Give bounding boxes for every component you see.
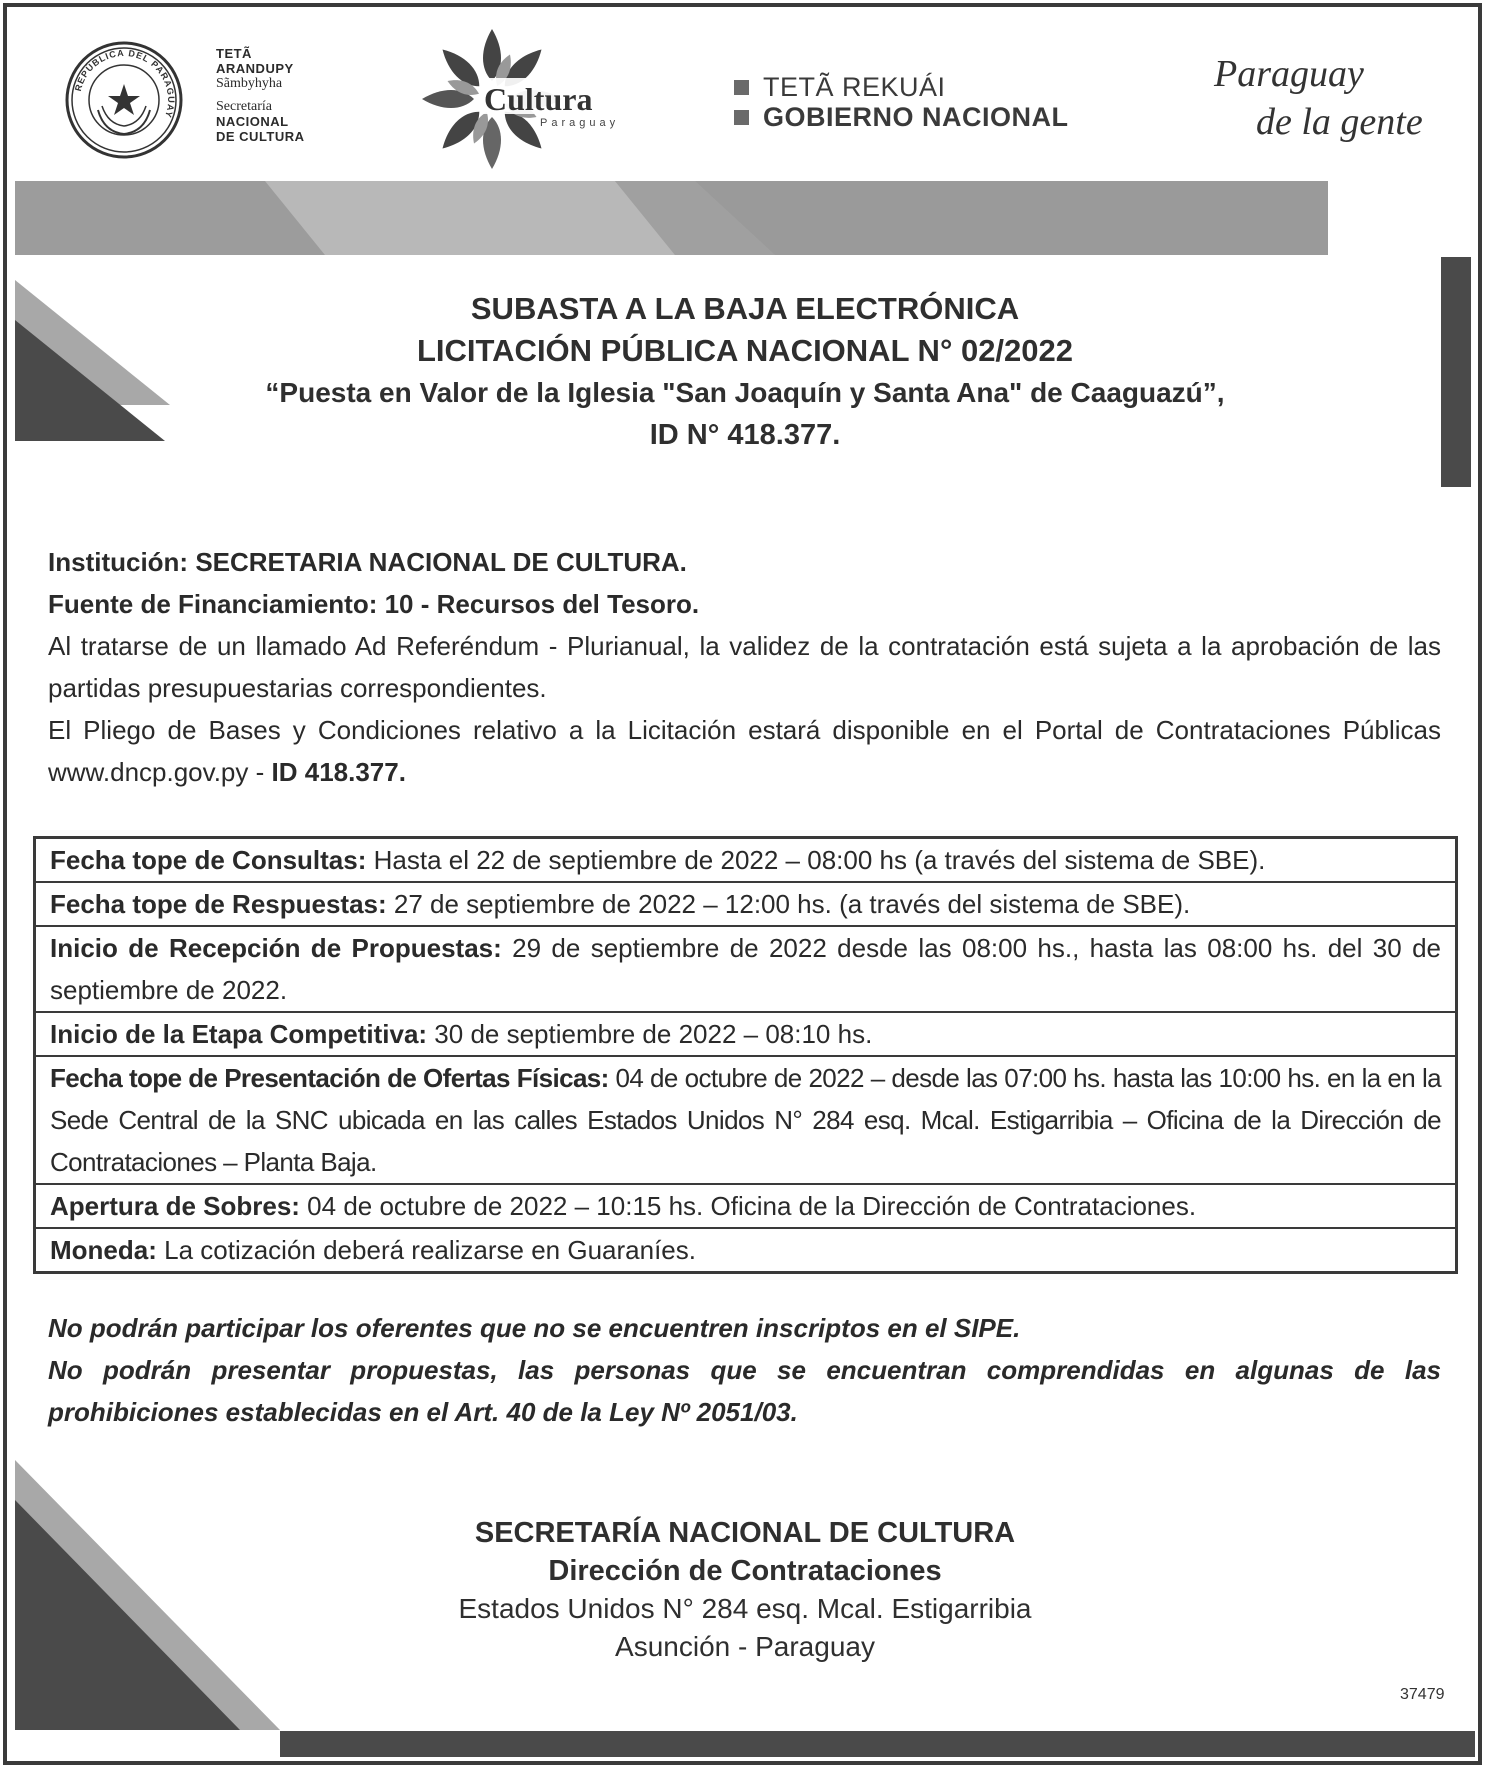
row-text: 30 de septiembre de 2022 – 08:10 hs. [427,1019,873,1049]
square-bullet-icon [734,110,749,125]
table-row [36,1227,1455,1271]
row-text: 29 de septiembre de 2022 desde las 08:00 hs., hasta las 08:00 hs. del 30 de septiembre de 2022. [50,933,1441,1005]
seal-org-line: NACIONAL [216,114,289,129]
title-line-4: ID N° 418.377. [649,419,841,451]
table-row [36,1183,1455,1227]
national-seal-icon [64,40,184,160]
gobierno-nacional-logo [734,72,1069,132]
seal-org-line: Secretaría [216,99,272,114]
row-label: Apertura de Sobres: [50,1191,300,1221]
table-row [36,881,1455,925]
row-text: 27 de septiembre de 2022 – 12:00 hs. (a través del sistema de SBE). [386,889,1191,919]
seal-org-line: Sãmbyhyha [216,76,283,91]
institucion-line: Institución: SECRETARIA NACIONAL DE CULTURA. [48,547,687,577]
row-text: La cotización deberá realizarse en Guaraníes. [156,1235,696,1265]
row-text: 04 de octubre de 2022 – desde las 07:00 hs. hasta las 10:00 hs. en la en la Sede Central de la SNC ubicada en las calles Estados Unidos N° 284 esq. Mcal. Estigarribia – Oficina de la Dirección de Contrataciones – Planta Baja. [50,1063,1441,1177]
signature-line-1: SECRETARÍA NACIONAL DE CULTURA [474,1517,1016,1549]
bottom-decorative-bar [280,1731,1475,1757]
signature-line-2: Dirección de Contrataciones [548,1555,942,1587]
rekuai-line: TETÃ REKUÁI [763,72,946,102]
seal-org-line: TETÃ [216,46,252,61]
row-label: Moneda: [50,1235,157,1265]
table-row [36,925,1455,1011]
pliego-paragraph [48,709,1441,793]
restrictions-notes [48,1307,1441,1433]
title-line-3: “Puesta en Valor de la Iglesia "San Joaquín y Santa Ana" de Caaguazú”, [265,377,1225,408]
cultura-logo [420,26,640,172]
svg-text:REPÚBLICA DEL PARAGUAY [73,48,176,120]
signature-line-4: Asunción - Paraguay [615,1631,875,1662]
fuente-line: Fuente de Financiamiento: 10 - Recursos del Tesoro. [48,589,700,619]
right-decorative-bar [1441,257,1471,487]
row-label: Fecha tope de Consultas: [50,845,367,875]
row-label: Inicio de Recepción de Propuestas: [50,933,502,963]
pliego-id: ID 418.377. [271,757,406,787]
table-row [36,839,1455,881]
pliego-text: El Pliego de Bases y Condiciones relativo a la Licitación estará disponible en el Portal de Contrataciones Públicas www.dncp.gov.py - [48,715,1441,787]
row-text: 04 de octubre de 2022 – 10:15 hs. Oficina de la Dirección de Contrataciones. [299,1191,1197,1221]
cultura-logo-text: Cultura [484,81,593,117]
schedule-table [33,836,1458,1274]
row-label: Fecha tope de Respuestas: [50,889,387,919]
seal-org-line: ARANDUPY [216,61,294,76]
table-row [36,1011,1455,1055]
reference-number: 37479 [1400,1686,1445,1703]
title-line-2: LICITACIÓN PÚBLICA NACIONAL N° 02/2022 [416,333,1074,368]
bottom-left-triangle-decoration [15,1460,280,1730]
signature-block [345,1514,1145,1666]
row-label: Inicio de la Etapa Competitiva: [50,1019,428,1049]
title-line-1: SUBASTA A LA BAJA ELECTRÓNICA [470,291,1020,326]
slogan-line2: de la gente [1256,101,1423,143]
ad-referendum-paragraph: Al tratarse de un llamado Ad Referéndum - Plurianual, la validez de la contratación está sujeta a la aprobación de las partidas presupuestarias correspondientes. [48,631,1441,703]
seal-ring-text: REPÚBLICA DEL PARAGUAY [72,47,177,120]
table-row [36,1055,1455,1183]
note-sipe: No podrán participar los oferentes que no se encuentren inscriptos en el SIPE. [48,1313,1021,1343]
row-label: Fecha tope de Presentación de Ofertas Físicas: [50,1063,609,1093]
notice-title [200,288,1290,456]
header-banner-stripe [15,181,1328,255]
notice-body [48,541,1441,793]
note-prohibiciones: No podrán presentar propuestas, las personas que se encuentran comprendidas en algunas de las prohibiciones establecidas en el Art. 40 de la Ley Nº 2051/03. [48,1355,1441,1427]
gobierno-line: GOBIERNO NACIONAL [763,102,1069,132]
cultura-logo-subtext: Paraguay [540,117,620,129]
slogan-line1: Paraguay [1214,53,1364,95]
row-text: Hasta el 22 de septiembre de 2022 – 08:00 hs (a través del sistema de SBE). [366,845,1266,875]
signature-line-3: Estados Unidos N° 284 esq. Mcal. Estigarribia [458,1593,1032,1624]
square-bullet-icon [734,80,749,95]
seal-organization-text [216,46,305,144]
paraguay-de-la-gente-logo [1210,46,1440,156]
top-left-triangle-decoration [15,280,170,441]
seal-org-line: DE CULTURA [216,129,305,144]
